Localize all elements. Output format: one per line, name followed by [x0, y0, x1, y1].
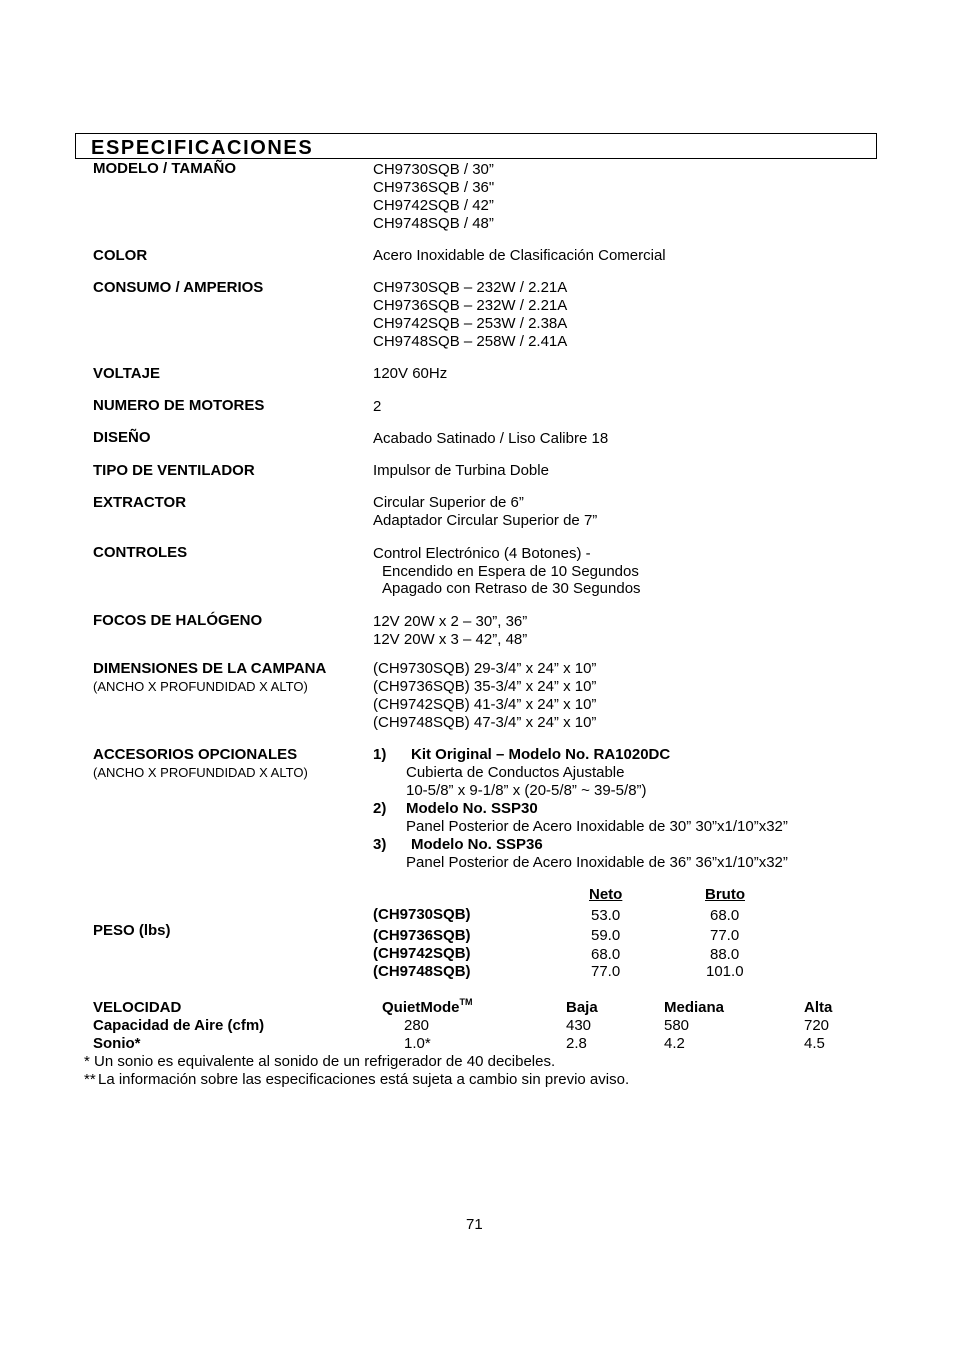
velocidad-row-2-quiet: 1.0* [404, 1035, 431, 1052]
value-controles-3: Apagado con Retraso de 30 Segundos [382, 580, 641, 597]
peso-row-1-model: (CH9730SQB) [373, 906, 471, 923]
value-dimensiones-4: (CH9748SQB) 47-3/4” x 24” x 10” [373, 714, 597, 731]
value-consumo-4: CH9748SQB – 258W / 2.41A [373, 333, 568, 350]
label-controles: CONTROLES [93, 544, 188, 561]
footnote-2: La información sobre las especificaciones está sujeta a cambio sin previo aviso. [98, 1071, 630, 1088]
peso-row-3-neto: 68.0 [591, 946, 621, 963]
velocidad-row-2-label: Sonio* [93, 1035, 141, 1052]
label-modelo: MODELO / TAMAÑO [93, 160, 237, 177]
quietmode-text: QuietMode [382, 999, 460, 1016]
value-voltaje: 120V 60Hz [373, 365, 448, 382]
value-motores: 2 [373, 398, 382, 415]
velocidad-row-1-quiet: 280 [404, 1017, 430, 1034]
peso-row-2-neto: 59.0 [591, 927, 621, 944]
label-accesorios: ACCESORIOS OPCIONALES [93, 746, 298, 763]
label-ventilador: TIPO DE VENTILADOR [93, 462, 255, 479]
value-dimensiones-1: (CH9730SQB) 29-3/4” x 24” x 10” [373, 660, 597, 677]
sublabel-dimensiones: (ANCHO X PROFUNDIDAD X ALTO) [93, 679, 308, 694]
peso-row-1-neto: 53.0 [591, 907, 621, 924]
accessory-1-line-2: 10-5/8” x 9-1/8” x (20-5/8” ~ 39-5/8”) [406, 782, 647, 799]
value-extractor-2: Adaptador Circular Superior de 7” [373, 512, 598, 529]
value-controles-2: Encendido en Espera de 10 Segundos [382, 563, 639, 580]
label-extractor: EXTRACTOR [93, 494, 187, 511]
label-diseno: DISEÑO [93, 429, 151, 446]
title-box [75, 133, 877, 159]
peso-row-4-bruto: 101.0 [706, 963, 744, 980]
label-peso: PESO (lbs) [93, 922, 171, 939]
accessory-1-number: 1) [373, 746, 387, 763]
value-dimensiones-3: (CH9742SQB) 41-3/4” x 24” x 10” [373, 696, 597, 713]
footnote-2-mark: ** [84, 1071, 96, 1088]
label-motores: NUMERO DE MOTORES [93, 397, 265, 414]
value-consumo-2: CH9736SQB – 232W / 2.21A [373, 297, 568, 314]
velocidad-row-1-label: Capacidad de Aire (cfm) [93, 1017, 265, 1034]
footnote-1: * Un sonio es equivalente al sonido de un refrigerador de 40 decibeles. [84, 1053, 556, 1070]
label-velocidad: VELOCIDAD [93, 999, 182, 1016]
value-consumo-3: CH9742SQB – 253W / 2.38A [373, 315, 568, 332]
value-color: Acero Inoxidable de Clasificación Comercial [373, 247, 666, 264]
value-modelo-1: CH9730SQB / 30” [373, 161, 494, 178]
accessory-3-title: Modelo No. SSP36 [411, 836, 543, 853]
velocidad-col-quietmode [382, 999, 473, 1017]
accessory-2-line-1: Panel Posterior de Acero Inoxidable de 30” 30”x1/10”x32” [406, 818, 788, 835]
peso-row-1-bruto: 68.0 [710, 907, 740, 924]
peso-row-2-model: (CH9736SQB) [373, 927, 471, 944]
accessory-1-title: Kit Original – Modelo No. RA1020DC [411, 746, 671, 763]
sublabel-accesorios: (ANCHO X PROFUNDIDAD X ALTO) [93, 765, 308, 780]
value-modelo-4: CH9748SQB / 48” [373, 215, 494, 232]
peso-row-2-bruto: 77.0 [710, 927, 740, 944]
accessory-3-line-1: Panel Posterior de Acero Inoxidable de 36” 36”x1/10”x32” [406, 854, 788, 871]
value-dimensiones-2: (CH9736SQB) 35-3/4” x 24” x 10” [373, 678, 597, 695]
value-focos-2: 12V 20W x 3 – 42”, 48” [373, 631, 528, 648]
value-extractor-1: Circular Superior de 6” [373, 494, 524, 511]
accessory-1-line-1: Cubierta de Conductos Ajustable [406, 764, 625, 781]
value-controles-1: Control Electrónico (4 Botones) - [373, 545, 591, 562]
trademark-sup: TM [459, 997, 473, 1007]
velocidad-row-2-baja: 2.8 [566, 1035, 587, 1052]
label-dimensiones: DIMENSIONES DE LA CAMPANA [93, 660, 327, 677]
value-focos-1: 12V 20W x 2 – 30”, 36” [373, 613, 528, 630]
label-consumo: CONSUMO / AMPERIOS [93, 279, 264, 296]
accessory-2-title: Modelo No. SSP30 [406, 800, 538, 817]
velocidad-row-2-mediana: 4.2 [664, 1035, 685, 1052]
page-number: 71 [466, 1216, 483, 1233]
value-diseno: Acabado Satinado / Liso Calibre 18 [373, 430, 609, 447]
label-voltaje: VOLTAJE [93, 365, 160, 382]
value-ventilador: Impulsor de Turbina Doble [373, 462, 549, 479]
value-modelo-2: CH9736SQB / 36" [373, 179, 495, 196]
peso-col-neto: Neto [589, 886, 623, 903]
peso-row-4-model: (CH9748SQB) [373, 963, 471, 980]
velocidad-col-baja: Baja [566, 999, 598, 1016]
page-title: ESPECIFICACIONES [91, 137, 314, 159]
peso-row-3-bruto: 88.0 [710, 946, 740, 963]
peso-row-4-neto: 77.0 [591, 963, 621, 980]
velocidad-row-1-alta: 720 [804, 1017, 830, 1034]
label-color: COLOR [93, 247, 148, 264]
accessory-2-number: 2) [373, 800, 387, 817]
velocidad-row-1-mediana: 580 [664, 1017, 690, 1034]
velocidad-row-2-alta: 4.5 [804, 1035, 825, 1052]
peso-col-bruto: Bruto [705, 886, 745, 903]
velocidad-col-alta: Alta [804, 999, 833, 1016]
velocidad-row-1-baja: 430 [566, 1017, 592, 1034]
value-modelo-3: CH9742SQB / 42” [373, 197, 494, 214]
value-consumo-1: CH9730SQB – 232W / 2.21A [373, 279, 568, 296]
accessory-3-number: 3) [373, 836, 387, 853]
label-focos: FOCOS DE HALÓGENO [93, 612, 263, 629]
velocidad-col-mediana: Mediana [664, 999, 725, 1016]
peso-row-3-model: (CH9742SQB) [373, 945, 471, 962]
